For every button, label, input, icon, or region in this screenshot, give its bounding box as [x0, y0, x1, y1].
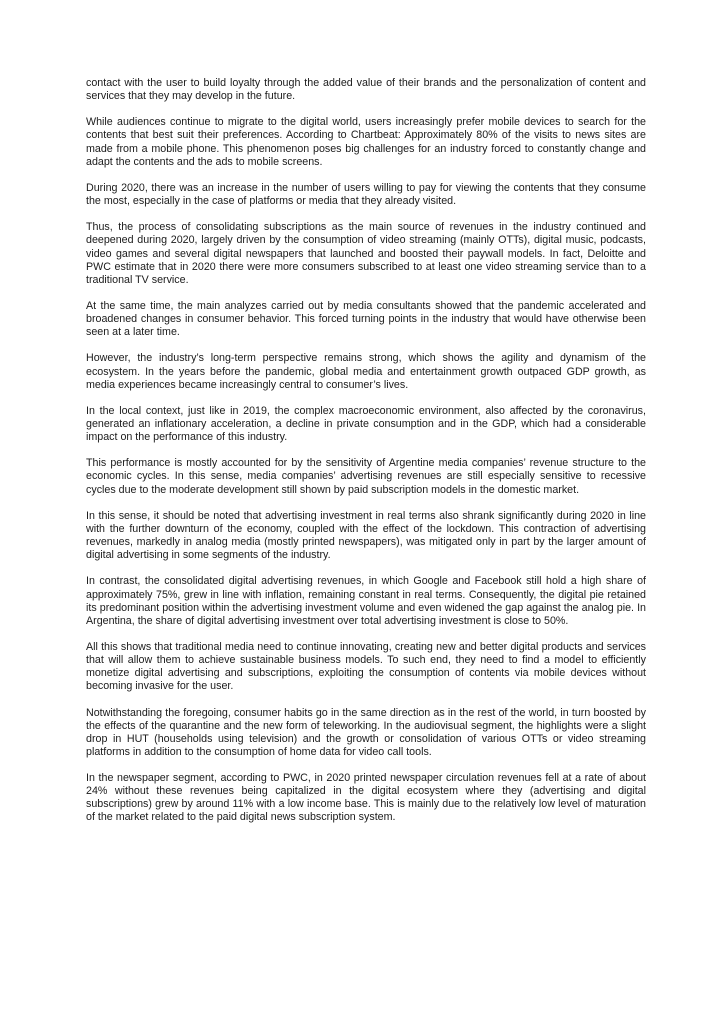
paragraph: In this sense, it should be noted that advertising investment in real terms also shrank significantly during 2020 in line with the further downturn of the economy, coupled with the effect of the lockdown. This contraction of advertising revenues, markedly in analog media (mostly printed newspapers), was mitigated only in part by the larger amount of digital advertising in some segments of the industry. — [86, 509, 646, 562]
paragraph: During 2020, there was an increase in the number of users willing to pay for viewing the contents that they consume the most, especially in the case of platforms or media that they already visited. — [86, 181, 646, 208]
paragraph: However, the industry’s long-term perspective remains strong, which shows the agility and dynamism of the ecosystem. In the years before the pandemic, global media and entertainment growth outpaced GDP growth, as media experiences became increasingly central to consumer’s lives. — [86, 352, 646, 391]
paragraph: Notwithstanding the foregoing, consumer habits go in the same direction as in the rest of the world, in turn boosted by the effects of the quarantine and the new form of teleworking. In the audiovisual segment, the highlights were a slight drop in HUT (households using television) and the growth or consolidation of various OTTs or video streaming platforms in addition to the consumption of home data for video call tools. — [86, 706, 646, 758]
paragraph: This performance is mostly accounted for by the sensitivity of Argentine media companies’ revenue structure to the economic cycles. In this sense, media companies’ advertising revenues are still especially sensitive to recessive cycles due to the moderate development still shown by paid subscription models in the domestic market. — [86, 457, 646, 496]
paragraph: In contrast, the consolidated digital advertising revenues, in which Google and Facebook still hold a high share of approximately 75%, grew in line with inflation, remaining constant in real terms. Consequently, the digital pie retained its predominant position within the advertising investment volume and even widened the gap against the analog pie. In Argentina, the share of digital advertising investment over total advertising investment is close to 50%. — [86, 575, 646, 627]
paragraph: While audiences continue to migrate to the digital world, users increasingly prefer mobile devices to search for the contents that best suit their preferences. According to Chartbeat: Approximately 80% of the visits to news sites are made from a mobile phone. This phenomenon poses big challenges for an industry forced to constantly change and adapt the contents and the ads to mobile screens. — [86, 116, 646, 168]
document-page — [86, 77, 646, 824]
paragraph: In the newspaper segment, according to PWC, in 2020 printed newspaper circulation revenues fell at a rate of about 24% without these revenues being capitalized in the digital ecosystem where they (advertising and digital subscriptions) grew by around 11% with a low income base. This is mainly due to the relatively low level of maturation of the market related to the paid digital news subscription system. — [86, 772, 646, 824]
paragraph: contact with the user to build loyalty through the added value of their brands and the personalization of content and services that they may develop in the future. — [86, 77, 646, 103]
paragraph: In the local context, just like in 2019, the complex macroeconomic environment, also affected by the coronavirus, generated an inflationary acceleration, a decline in private consumption and in the GDP, which had a considerable impact on the performance of this industry. — [86, 404, 646, 444]
paragraph: Thus, the process of consolidating subscriptions as the main source of revenues in the industry continued and deepened during 2020, largely driven by the consumption of video streaming (mainly OTTs), digital music, podcasts, video games and several digital newspapers that launched and boosted their paywall models. In fact, Deloitte and PWC estimate that in 2020 there were more consumers subscribed to at least one video streaming service than to a traditional TV service. — [86, 221, 646, 286]
paragraph: At the same time, the main analyzes carried out by media consultants showed that the pandemic accelerated and broadened changes in consumer behavior. This forced turning points in the industry that would have otherwise been seen at a later time. — [86, 299, 646, 339]
paragraph: All this shows that traditional media need to continue innovating, creating new and better digital products and services that will allow them to achieve sustainable business models. To such end, they need to find a model to efficiently monetize digital advertising and subscriptions, exploiting the consumption of contents via mobile devices without becoming invasive for the user. — [86, 640, 646, 693]
